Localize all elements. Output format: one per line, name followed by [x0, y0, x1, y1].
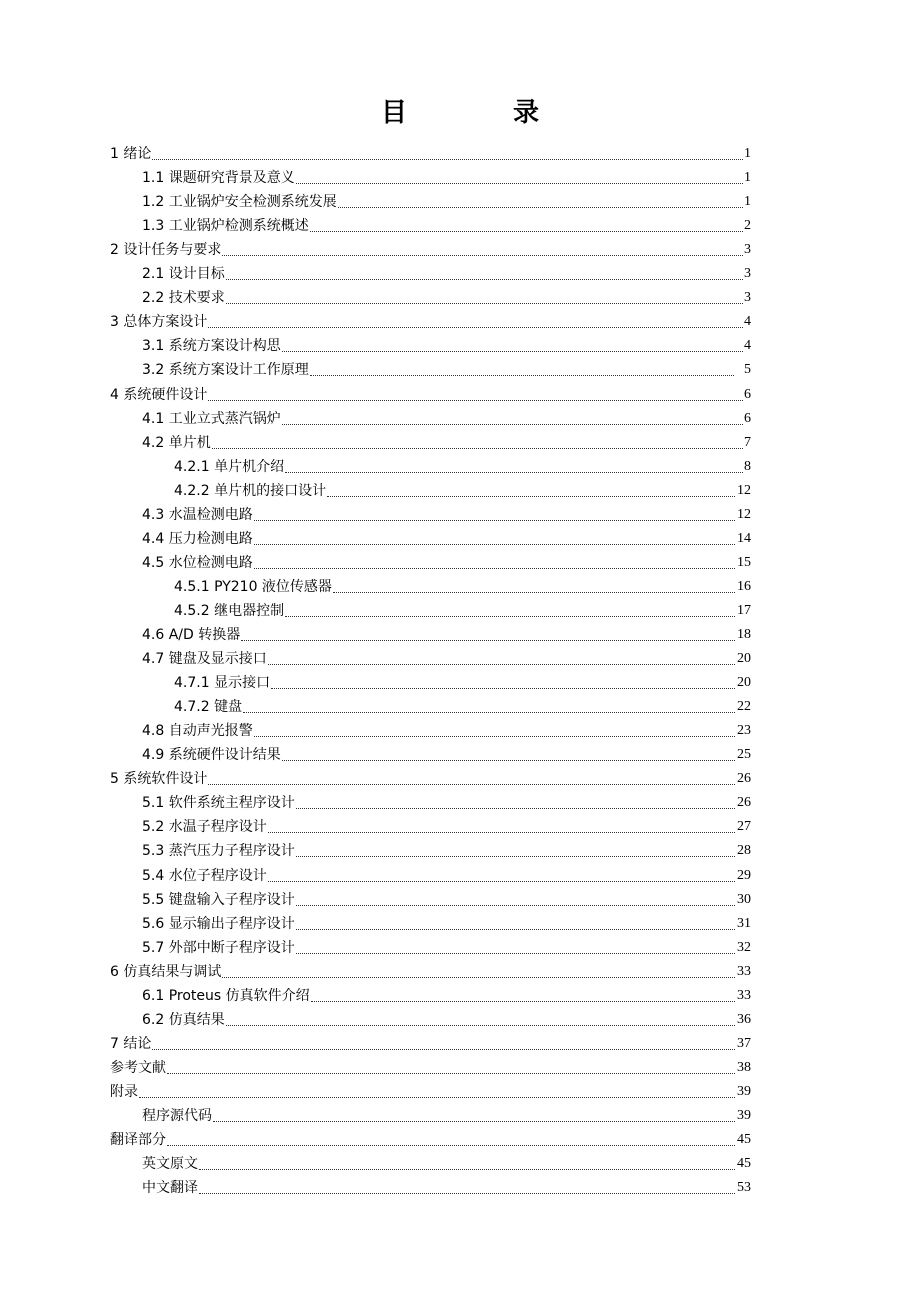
toc-entry-page: 53	[737, 1180, 751, 1196]
toc-dot-leader	[296, 842, 735, 857]
toc-entry-page: 27	[737, 819, 751, 835]
toc-entry[interactable]	[174, 596, 751, 620]
toc-entry-page: 7	[744, 434, 751, 450]
toc-entry-label: 4.6 A/D 转换器	[142, 627, 241, 643]
toc-entry-page: 23	[737, 723, 751, 739]
toc-entry-page: 3	[744, 266, 751, 282]
toc-entry-page: 33	[737, 987, 751, 1003]
toc-entry-page: 4	[744, 314, 751, 330]
toc-entry-page: 5	[744, 362, 751, 378]
toc-entry[interactable]	[174, 452, 751, 476]
toc-entry-page: 39	[737, 1083, 751, 1099]
toc-entry-label: 5.7 外部中断子程序设计	[142, 939, 295, 956]
toc-dot-leader	[285, 602, 735, 617]
toc-dot-leader	[199, 1179, 735, 1194]
toc-entry-label: 5 系统软件设计	[110, 771, 208, 788]
toc-entry-page: 8	[744, 458, 751, 474]
toc-entry[interactable]	[110, 1077, 751, 1101]
toc-entry-label: 5.6 显示输出子程序设计	[142, 915, 295, 932]
toc-dot-leader	[296, 169, 743, 184]
toc-entry[interactable]	[142, 909, 751, 933]
toc-entry-page: 2	[744, 218, 751, 234]
toc-dot-leader	[271, 674, 735, 689]
toc-entry[interactable]	[142, 1101, 751, 1125]
toc-entry[interactable]	[110, 307, 751, 331]
toc-entry-label: 4.1 工业立式蒸汽锅炉	[142, 410, 281, 427]
toc-dot-leader	[282, 746, 735, 761]
toc-entry-label: 5.2 水温子程序设计	[142, 819, 267, 836]
toc-dot-leader	[226, 1011, 735, 1026]
toc-entry-page: 6	[744, 410, 751, 426]
toc-entry-label: 4.7.1 显示接口	[174, 675, 271, 692]
toc-entry-page: 12	[737, 482, 751, 498]
toc-dot-leader	[296, 915, 735, 930]
toc-dot-leader	[268, 867, 735, 882]
toc-entry-page: 26	[737, 771, 751, 787]
toc-entry-label: 4.2.2 单片机的接口设计	[174, 482, 327, 499]
toc-entry-page: 26	[737, 795, 751, 811]
toc-entry[interactable]	[142, 933, 751, 957]
toc-entry[interactable]	[174, 692, 751, 716]
toc-entry-page: 12	[737, 506, 751, 522]
toc-entry-label: 4.2 单片机	[142, 434, 211, 451]
toc-entry-page: 37	[737, 1035, 751, 1051]
toc-dot-leader	[268, 650, 735, 665]
toc-entry-label: 3 总体方案设计	[110, 314, 208, 331]
toc-entry[interactable]	[142, 548, 751, 572]
toc-dot-leader	[327, 482, 735, 497]
toc-entry[interactable]	[174, 476, 751, 500]
toc-entry[interactable]	[142, 861, 751, 885]
toc-entry-page: 16	[737, 578, 751, 594]
toc-entry-page: 29	[737, 867, 751, 883]
toc-entry-label: 6.2 仿真结果	[142, 1011, 225, 1028]
toc-entry[interactable]	[142, 885, 751, 909]
toc-dot-leader	[254, 530, 735, 545]
toc-entry[interactable]	[142, 836, 751, 860]
toc-entry-label: 4.7.2 键盘	[174, 699, 243, 716]
toc-dot-leader	[311, 987, 735, 1002]
toc-entry-label: 5.3 蒸汽压力子程序设计	[142, 843, 295, 860]
toc-dot-leader	[282, 337, 743, 352]
toc-entry-page: 45	[737, 1156, 751, 1172]
toc-entry[interactable]	[110, 1029, 751, 1053]
toc-dot-leader	[310, 217, 743, 232]
toc-entry-page: 4	[744, 338, 751, 354]
toc-entry-label: 4.5.2 继电器控制	[174, 602, 285, 619]
toc-entry-page: 28	[737, 843, 751, 859]
toc-entry-page: 14	[737, 530, 751, 546]
toc-entry-page: 39	[737, 1108, 751, 1123]
toc-entry[interactable]	[142, 1173, 751, 1197]
toc-entry[interactable]	[142, 788, 751, 812]
toc-entry[interactable]	[142, 283, 751, 307]
toc-entry-page: 32	[737, 939, 751, 955]
toc-dot-leader	[222, 963, 735, 978]
toc-dot-leader	[296, 794, 735, 809]
toc-entry[interactable]	[142, 644, 751, 668]
toc-dot-leader	[199, 1155, 735, 1170]
toc-entry-page: 6	[744, 386, 751, 402]
toc-entry-label: 4.2.1 单片机介绍	[174, 458, 285, 475]
toc-dot-leader	[268, 818, 735, 833]
toc-entry-label: 1.2 工业锅炉安全检测系统发展	[142, 194, 337, 211]
toc-entry-label: 4.3 水温检测电路	[142, 506, 253, 523]
toc-entry[interactable]	[110, 957, 751, 981]
toc-entry[interactable]	[142, 524, 751, 548]
toc-entry-label: 3.1 系统方案设计构思	[142, 338, 281, 355]
toc-entry-label: 附录	[110, 1083, 138, 1100]
toc-dot-leader	[152, 145, 743, 160]
toc-dot-leader	[296, 891, 735, 906]
toc-entry-label: 2 设计任务与要求	[110, 242, 222, 259]
toc-entry-page: 1	[744, 194, 751, 210]
toc-entry-page: 3	[744, 290, 751, 306]
toc-entry[interactable]	[110, 1053, 751, 1077]
toc-entry-label: 4.5.1 PY210 液位传感器	[174, 578, 332, 595]
toc-entry-label: 5.5 键盘输入子程序设计	[142, 891, 295, 908]
toc-dot-leader	[243, 698, 735, 713]
toc-dot-leader	[296, 939, 735, 954]
toc-entry[interactable]	[110, 1125, 751, 1149]
toc-dot-leader	[212, 434, 743, 449]
toc-dot-leader	[285, 458, 743, 473]
toc-dot-leader	[226, 265, 743, 280]
toc-entry[interactable]	[142, 1005, 751, 1029]
toc-entry[interactable]	[174, 668, 751, 692]
toc-entry-label: 3.2 系统方案设计工作原理	[142, 362, 309, 379]
toc-entry-page: 33	[737, 963, 751, 979]
toc-dot-leader	[222, 241, 743, 256]
toc-entry[interactable]	[142, 187, 751, 211]
toc-entry[interactable]	[142, 812, 751, 836]
toc-entry[interactable]	[110, 235, 751, 259]
toc-dot-leader	[208, 313, 743, 328]
toc-entry-label: 翻译部分	[110, 1132, 166, 1149]
toc-entry-page: 17	[737, 602, 751, 618]
toc-entry-page: 18	[737, 627, 751, 642]
toc-entry-page: 36	[737, 1011, 751, 1027]
toc-entry[interactable]	[142, 163, 751, 187]
toc-dot-leader	[241, 626, 735, 641]
toc-dot-leader	[282, 410, 743, 425]
toc-entry-page: 38	[737, 1059, 751, 1075]
toc-entry[interactable]	[110, 139, 751, 163]
toc-entry[interactable]	[174, 572, 751, 596]
toc-entry[interactable]	[142, 740, 751, 764]
toc-entry-label: 2.1 设计目标	[142, 266, 225, 283]
toc-entry[interactable]	[142, 1149, 751, 1173]
toc-dot-leader	[254, 506, 735, 521]
toc-dot-leader	[208, 386, 743, 401]
toc-dot-leader	[139, 1083, 735, 1098]
toc-entry[interactable]	[142, 211, 751, 235]
toc-entry-page: 1	[744, 146, 751, 161]
toc-entry-page: 20	[737, 651, 751, 667]
toc-entry-label: 4.5 水位检测电路	[142, 554, 253, 571]
toc-entry-label: 4.4 压力检测电路	[142, 530, 253, 547]
toc-entry[interactable]	[142, 259, 751, 283]
toc-entry[interactable]	[142, 428, 751, 452]
toc-entry-page: 15	[737, 554, 751, 570]
toc-dot-leader	[167, 1131, 735, 1146]
toc-entry-page: 1	[744, 170, 751, 186]
toc-entry-page: 3	[744, 242, 751, 258]
toc-entry[interactable]	[110, 764, 751, 788]
toc-entry-label: 英文原文	[142, 1156, 198, 1173]
toc-entry[interactable]	[142, 355, 751, 379]
toc-entry[interactable]	[142, 331, 751, 355]
toc-entry-label: 1 绪论	[110, 146, 152, 162]
toc-dot-leader	[152, 1035, 735, 1050]
page-title: 目 录	[380, 98, 579, 128]
toc-entry-label: 参考文献	[110, 1059, 166, 1076]
toc-entry-label: 4.8 自动声光报警	[142, 723, 253, 740]
toc-entry-label: 6.1 Proteus 仿真软件介绍	[142, 987, 310, 1004]
toc-entry[interactable]	[142, 716, 751, 740]
toc-dot-leader	[333, 578, 735, 593]
toc-entry-page: 25	[737, 747, 751, 763]
toc-entry-page: 31	[737, 915, 751, 931]
toc-dot-leader	[226, 289, 743, 304]
toc-dot-leader	[310, 361, 734, 376]
toc-dot-leader	[254, 722, 735, 737]
toc-entry-page: 30	[737, 891, 751, 907]
toc-dot-leader	[213, 1107, 735, 1122]
toc-entry-label: 中文翻译	[142, 1180, 198, 1197]
toc-entry[interactable]	[142, 404, 751, 428]
toc-entry[interactable]	[142, 981, 751, 1005]
toc-entry-label: 1.1 课题研究背景及意义	[142, 170, 295, 187]
toc-entry-label: 2.2 技术要求	[142, 290, 225, 307]
toc-entry-label: 6 仿真结果与调试	[110, 963, 222, 980]
toc-entry-label: 4 系统硬件设计	[110, 386, 208, 403]
toc-entry-page: 22	[737, 699, 751, 715]
toc-entry[interactable]	[142, 620, 751, 644]
toc-entry-label: 1.3 工业锅炉检测系统概述	[142, 218, 309, 235]
toc-entry-label: 4.7 键盘及显示接口	[142, 651, 267, 668]
toc-entry-label: 7 结论	[110, 1035, 152, 1052]
toc-entry[interactable]	[142, 500, 751, 524]
toc-entry-label: 5.4 水位子程序设计	[142, 867, 267, 884]
toc-entry[interactable]	[110, 380, 751, 404]
toc-entry-label: 4.9 系统硬件设计结果	[142, 747, 281, 764]
toc-entry-label: 5.1 软件系统主程序设计	[142, 795, 295, 812]
toc-dot-leader	[167, 1059, 735, 1074]
toc-entry-page: 20	[737, 675, 751, 691]
toc-entry-label: 程序源代码	[142, 1108, 212, 1124]
toc-dot-leader	[338, 193, 743, 208]
toc-entry-page: 45	[737, 1132, 751, 1148]
toc-dot-leader	[254, 554, 735, 569]
toc-dot-leader	[208, 770, 735, 785]
